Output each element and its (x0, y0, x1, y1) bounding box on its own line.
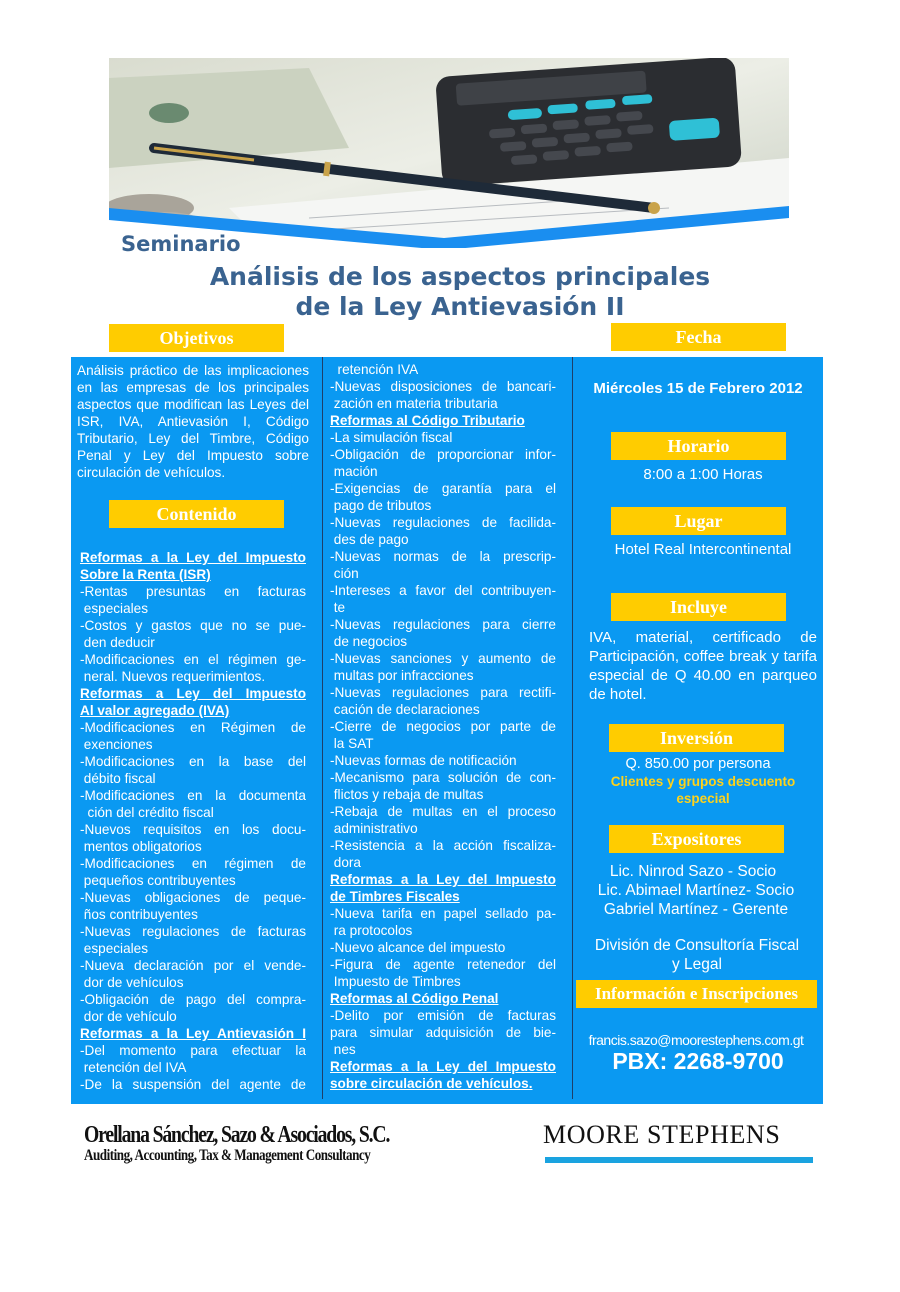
lugar-label: Lugar (611, 507, 786, 535)
page-title: Análisis de los aspectos principales (209, 262, 711, 291)
contact-phone[interactable]: PBX: 2268-9700 (612, 1048, 784, 1074)
inversion-discount: Clientes y grupos descuento (610, 774, 796, 789)
list-item: -Nuevas sanciones y aumento de (330, 651, 556, 666)
list-item: especiales (80, 941, 149, 956)
objetivos-label: Objetivos (109, 324, 284, 352)
list-item: te (330, 600, 346, 615)
list-item: -Nuevas regulaciones para rectifi- (330, 685, 556, 700)
list-item: neral. Nuevos requerimientos. (80, 669, 266, 684)
expositor-item: Gabriel Martínez - Gerente (603, 901, 789, 918)
section-heading: Reformas a la Ley Antievasión I (80, 1026, 306, 1041)
list-item: dor de vehículos (80, 975, 184, 990)
firm-name: Orellana Sánchez, Sazo & Asociados, S.C. (84, 1122, 390, 1148)
list-item: la SAT (330, 736, 374, 751)
list-item: -Obligación de pago del compra- (80, 992, 306, 1007)
section-heading: Reformas a la Ley del Impuesto (330, 1059, 556, 1074)
moore-stephens-underline (545, 1157, 813, 1163)
inversion-price: Q. 850.00 por persona (625, 756, 771, 772)
firm-logo (84, 1122, 456, 1165)
list-item: mentos obligatorios (80, 839, 202, 854)
list-item: des de pago (330, 532, 409, 547)
list-item: -Modificaciones en régimen de (80, 856, 306, 871)
list-item: -Nueva tarifa en papel sellado pa- (330, 906, 556, 921)
list-item: -Rebaja de multas en el proceso (330, 804, 556, 819)
expositor-item: Lic. Abimael Martínez- Socio (597, 882, 795, 899)
list-item: -Exigencias de garantía para el (330, 481, 556, 496)
list-item: flictos y rebaja de multas (330, 787, 484, 802)
list-item: -Intereses a favor del contribuyen- (330, 583, 556, 598)
list-item: -Nuevas obligaciones de peque- (80, 890, 306, 905)
seminar-kicker: Seminario (121, 232, 241, 256)
list-item: retención IVA (330, 362, 419, 377)
list-item: -Nuevas formas de notificación (330, 753, 517, 768)
list-item: débito fiscal (80, 771, 156, 786)
contenido-column-1 (80, 549, 306, 1093)
list-item: pequeños contribuyentes (80, 873, 236, 888)
lugar-value: Hotel Real Intercontinental (614, 541, 792, 558)
list-item: ra protocolos (330, 923, 413, 938)
list-item: -Obligación de proporcionar infor- (330, 447, 556, 462)
section-heading: de Timbres Fiscales (330, 889, 460, 904)
objetivos-text: Análisis práctico de las implicaciones en las empresas de los principales aspectos que modifican las Leyes del ISR, IVA, Antievasión I, Código Tributario, Ley del Timbre, Código Penal y Ley del Impuesto sobre circulación de vehículos. (77, 363, 309, 480)
section-heading: sobre circulación de vehículos. (330, 1076, 533, 1091)
section-heading: Sobre la Renta (ISR) (80, 567, 211, 582)
contenido-label: Contenido (109, 500, 284, 528)
informacion-label: Información e Inscripciones (576, 980, 817, 1008)
contenido-column-2 (330, 361, 556, 1092)
list-item: multas por infracciones (330, 668, 474, 683)
column-divider (322, 357, 323, 1099)
list-item: -Nuevas normas de la prescrip- (330, 549, 556, 564)
expositores-label: Expositores (609, 825, 784, 853)
incluye-value: IVA, material, certificado de Participación, coffee break y tarifa especial de Q 40.00 en parqueo de hotel. (589, 629, 817, 703)
list-item: -Delito por emisión de facturas (330, 1008, 556, 1023)
list-item: ción (330, 566, 359, 581)
inversion-discount-line2: especial (676, 791, 730, 806)
division-text-line2: y Legal (672, 956, 722, 973)
moore-stephens-logo: MOORE STEPHENS (543, 1120, 781, 1149)
list-item: pago de tributos (330, 498, 432, 513)
list-item: dor de vehículo (80, 1009, 177, 1024)
list-item: den deducir (80, 635, 155, 650)
list-item: -Nuevo alcance del impuesto (330, 940, 506, 955)
list-item: -Nuevas regulaciones de facturas (80, 924, 306, 939)
list-item: -Del momento para efectuar la (80, 1043, 306, 1058)
list-item: cación de declaraciones (330, 702, 480, 717)
list-item: dora (330, 855, 361, 870)
column-divider (572, 357, 573, 1099)
list-item: administrativo (330, 821, 418, 836)
list-item: especiales (80, 601, 149, 616)
section-heading: Reformas a la Ley del Impuesto (330, 872, 556, 887)
list-item: mación (330, 464, 378, 479)
section-heading: Reformas al Código Tributario (330, 413, 525, 428)
incluye-label: Incluye (611, 593, 786, 621)
list-item: -De la suspensión del agente de (80, 1077, 306, 1092)
list-item: Impuesto de Timbres (330, 974, 461, 989)
list-item: -Modificaciones en el régimen ge- (80, 652, 306, 667)
section-heading: Reformas a la Ley del Impuesto (80, 550, 306, 565)
section-heading: Reformas a Ley del Impuesto (80, 686, 306, 701)
list-item: ción del crédito fiscal (80, 805, 214, 820)
list-item: -Nueva declaración por el vende- (80, 958, 306, 973)
list-item: de negocios (330, 634, 408, 649)
list-item: nes (330, 1042, 356, 1057)
list-item: retención del IVA (80, 1060, 187, 1075)
list-item: -Modificaciones en Régimen de (80, 720, 306, 735)
list-item: para simular adquisición de bie- (330, 1025, 556, 1040)
list-item: -Modificaciones en la base del (80, 754, 306, 769)
list-item: -Modificaciones en la documenta (80, 788, 306, 803)
list-item: -Rentas presuntas en facturas (80, 584, 306, 599)
section-heading: Reformas al Código Penal (330, 991, 499, 1006)
list-item: -La simulación fiscal (330, 430, 453, 445)
expositor-item: Lic. Ninrod Sazo - Socio (609, 863, 777, 880)
list-item: ños contribuyentes (80, 907, 198, 922)
list-item: -Nuevas disposiciones de bancari- (330, 379, 556, 394)
page-title-line2: de la Ley Antievasión II (295, 292, 625, 321)
fecha-label: Fecha (611, 323, 786, 351)
list-item: -Nuevas regulaciones de facilida- (330, 515, 556, 530)
list-item: exenciones (80, 737, 153, 752)
horario-label: Horario (611, 432, 786, 460)
list-item: -Figura de agente retenedor del (330, 957, 556, 972)
fecha-value: Miércoles 15 de Febrero 2012 (593, 380, 803, 397)
division-text: División de Consultoría Fiscal (594, 937, 800, 954)
list-item: -Nuevas regulaciones para cierre (330, 617, 556, 632)
contact-email[interactable]: francis.sazo@moorestephens.com.gt (588, 1032, 804, 1048)
list-item: -Costos y gastos que no se pue- (80, 618, 306, 633)
list-item: -Mecanismo para solución de con- (330, 770, 556, 785)
list-item: zación en materia tributaria (330, 396, 498, 411)
list-item: -Nuevos requisitos en los docu- (80, 822, 306, 837)
section-heading: Al valor agregado (IVA) (80, 703, 230, 718)
banner-photo (109, 58, 789, 248)
list-item: -Resistencia a la acción fiscaliza- (330, 838, 556, 853)
horario-value: 8:00 a 1:00 Horas (643, 466, 763, 483)
inversion-label: Inversión (609, 724, 784, 752)
firm-tagline: Auditing, Accounting, Tax & Management Consultancy (84, 1147, 371, 1164)
list-item: -Cierre de negocios por parte de (330, 719, 556, 734)
